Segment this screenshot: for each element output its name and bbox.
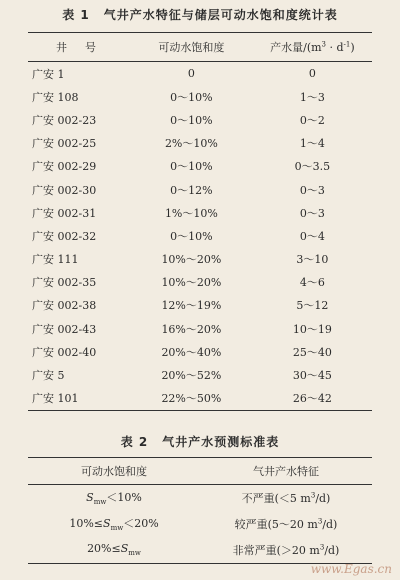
table1-header-row [28, 33, 372, 62]
table-row [28, 178, 372, 201]
cell-saturation: 20%～40% [161, 345, 222, 359]
cell-saturation: 10%～20% [161, 276, 222, 290]
table-row [28, 85, 372, 108]
prediction-standard-table [28, 457, 372, 564]
cell-well: 广安 002-43 [32, 322, 97, 336]
cell-water-feature: 较严重(5～20 $m^3/d$) [234, 517, 338, 531]
cell-water-production: 4～6 [299, 276, 325, 290]
header-feature: 气井产水特征 [200, 458, 372, 485]
cell-water-production: 1～4 [299, 137, 325, 151]
table-row [28, 511, 372, 537]
cell-well: 广安 002-23 [32, 113, 97, 127]
cell-well: 广安 002-30 [32, 183, 97, 197]
cell-saturation: 10%～20% [161, 253, 222, 267]
table-row [28, 537, 372, 564]
header-saturation: 可动水饱和度 [28, 458, 200, 485]
cell-saturation: 12%～19% [161, 299, 222, 313]
cell-water-production: 26～42 [253, 387, 372, 411]
cell-saturation: 20%～52% [161, 369, 222, 383]
cell-water-production: 0～3 [299, 206, 325, 220]
cell-well: 广安 002-29 [32, 160, 97, 174]
cell-saturation-range: $10\%\le S_{mw}<20\%$ [69, 517, 159, 533]
table1-label: 表 1 [62, 8, 90, 22]
header-saturation: 可动水饱和度 [130, 33, 253, 62]
cell-water-feature: 非常严重(＞20 $m^3/d$) [200, 537, 372, 564]
cell-saturation: 0～10% [170, 90, 213, 104]
cell-saturation-range: $20\%\le S_{mw}$ [28, 537, 200, 564]
cell-well: 广安 101 [28, 387, 130, 411]
cell-water-production: 3～10 [296, 253, 329, 267]
table-row [28, 363, 372, 386]
header-water-production: 产水量$/(m^3 \cdot d^{-1})$ [253, 33, 372, 62]
cell-well: 广安 002-31 [32, 206, 97, 220]
cell-saturation: 0～10% [170, 113, 213, 127]
cell-saturation: 0 [187, 67, 195, 81]
table1-caption [0, 6, 400, 23]
table2-label: 表 2 [120, 435, 149, 449]
table-row [28, 62, 372, 86]
cell-well: 广安 111 [32, 253, 79, 267]
cell-well: 广安 002-40 [32, 345, 97, 359]
cell-saturation: 0～12% [170, 183, 213, 197]
watermark-logo: www.Egas.cn [310, 562, 392, 576]
table1-title: 气井产水特征与储层可动水饱和度统计表 [103, 8, 338, 22]
table-row [28, 317, 372, 340]
cell-saturation-range: $S_{mw}<10\%$ [86, 491, 142, 507]
cell-well: 广安 002-25 [32, 137, 97, 151]
table-row [28, 340, 372, 363]
cell-saturation: 2%～10% [164, 137, 218, 151]
table-row [28, 224, 372, 247]
table2-title: 气井产水预测标准表 [162, 435, 280, 449]
table-row [28, 485, 372, 512]
cell-water-production: 0～3 [299, 183, 325, 197]
cell-well: 广安 002-32 [32, 229, 97, 243]
cell-saturation: 0～10% [170, 160, 213, 174]
cell-water-production: 5～12 [296, 299, 329, 313]
table-row [28, 201, 372, 224]
table-row [28, 387, 372, 411]
cell-water-feature: 不严重(＜5 $m^3/d$) [241, 491, 331, 505]
cell-well: 广安 002-35 [32, 276, 97, 290]
cell-water-production: 0～2 [299, 113, 325, 127]
table-row [28, 155, 372, 178]
cell-well: 广安 002-38 [32, 299, 97, 313]
cell-water-production: 0 [308, 67, 316, 81]
table2-header-row [28, 458, 372, 485]
cell-water-production: 30～45 [292, 369, 332, 383]
cell-well: 广安 1 [32, 67, 65, 81]
cell-saturation: 16%～20% [161, 322, 222, 336]
water-saturation-table [28, 32, 372, 411]
header-well: 井号 [28, 33, 130, 62]
cell-saturation: 1%～10% [164, 206, 218, 220]
cell-water-production: 0～4 [299, 229, 325, 243]
cell-saturation: 22%～50% [130, 387, 253, 411]
table2-caption [0, 433, 400, 450]
table-row [28, 132, 372, 155]
cell-well: 广安 5 [32, 369, 65, 383]
cell-water-production: 1～3 [299, 90, 325, 104]
cell-water-production: 0～3.5 [294, 160, 331, 174]
table-row [28, 108, 372, 131]
cell-water-production: 25～40 [292, 345, 332, 359]
table-row [28, 248, 372, 271]
cell-saturation: 0～10% [170, 229, 213, 243]
cell-water-production: 10～19 [292, 322, 332, 336]
cell-well: 广安 108 [32, 90, 79, 104]
table-row [28, 271, 372, 294]
table-row [28, 294, 372, 317]
